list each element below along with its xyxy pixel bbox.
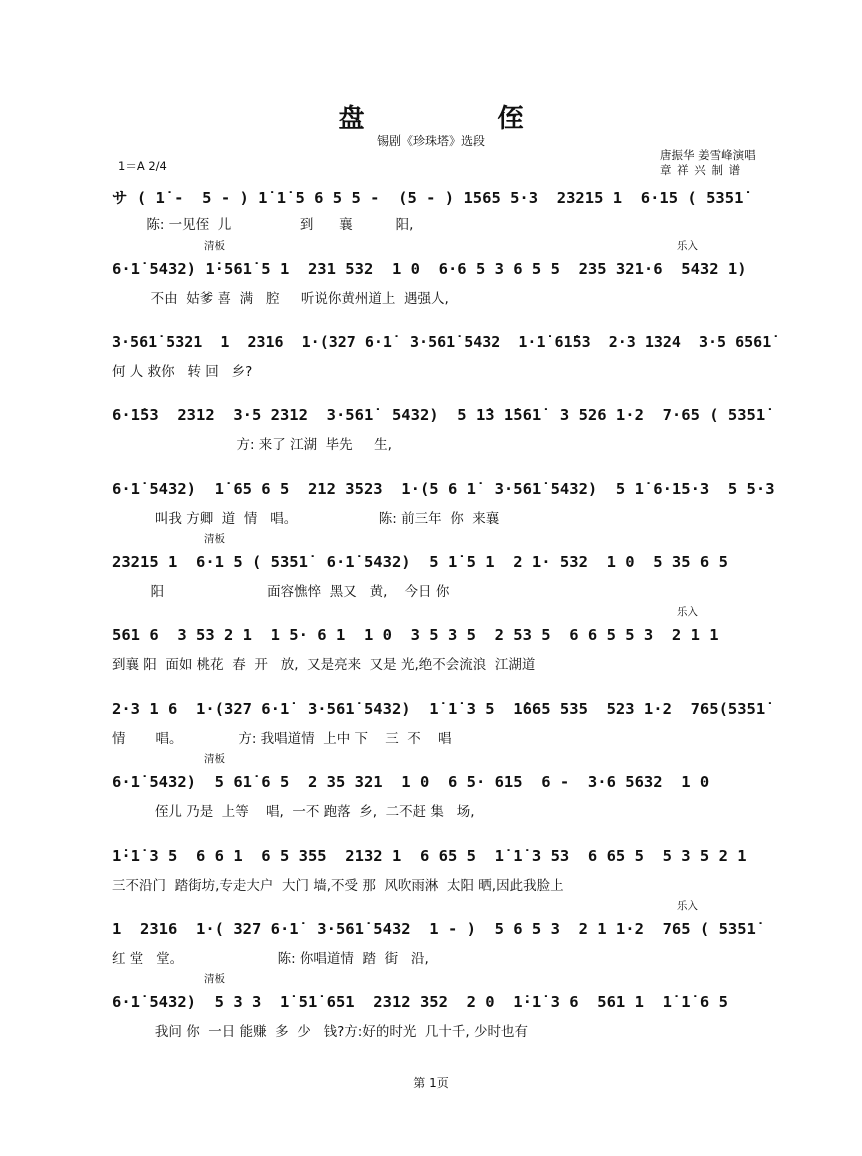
notation-line: 3·561̇ 5321 1 2316 1·(327 6·1̇ 3·561̇ 5432 1·1̇ 61̇53 2·3 1324 3·5 6561̇ bbox=[112, 333, 772, 351]
notation-line: 23215 1 6·1 5 ( 5351̇ 6·1̇ 5432) 5 1̇ 5 1 2 1· 532 1 0 5 35 6 5 bbox=[112, 553, 728, 571]
notation-line: 2·3 1 6 1·(327 6·1̇ 3·561̇ 5432) 1̇ 1̇ 3 5 1̇665 535 523 1·2 765(5351̇ bbox=[112, 700, 766, 718]
title: 盘 侄 bbox=[338, 104, 586, 134]
notation-line: 1 2316 1·( 327 6·1̇ 3·561̇ 5432 1 - ) 5 6 5 3 2 1 1·2 765 ( 5351̇ bbox=[112, 920, 756, 938]
tempo-mark: 乐入 bbox=[677, 240, 698, 252]
lyric-line: 陈: 一见侄 儿 到 襄 阳, bbox=[112, 217, 414, 233]
tempo-mark: 乐入 bbox=[677, 900, 698, 912]
tempo-mark: 清板 bbox=[204, 753, 225, 765]
lyric-line: 三不沿门 踏街坊,专走大户 大门 墙,不受 那 风吹雨淋 太阳 晒,因此我脸上 bbox=[112, 878, 564, 894]
tempo-mark: 乐入 bbox=[677, 606, 698, 618]
tempo-mark: 清板 bbox=[204, 973, 225, 985]
notation-line: 6·1̇ 5432) 5 3 3 1̇ 51̇ 651 2312 352 2 0 1̇·1̇ 3 6 561 1 1̇ 1̇ 6 5 bbox=[112, 993, 728, 1011]
credits bbox=[660, 148, 756, 178]
page-footer: 第 1页 bbox=[413, 1076, 449, 1090]
tempo-mark: 清板 bbox=[204, 533, 225, 545]
notation-line: 6·1̇ 5432) 5 61̇ 6 5 2 35 321 1 0 6 5· 615 6 - 3·6 5632 1 0 bbox=[112, 773, 710, 791]
lyric-line: 不由 姑爹 喜 满 腔 听说你黄州道上 遇强人, bbox=[112, 291, 449, 307]
key-signature: 1＝A 2/4 bbox=[118, 159, 167, 173]
tempo-mark: 清板 bbox=[204, 240, 225, 252]
lyric-line: 情 唱。 方: 我唱道情 上中 下 三 不 唱 bbox=[112, 731, 452, 747]
lyric-line: 叫我 方卿 道 情 唱。 陈: 前三年 你 来襄 bbox=[112, 511, 500, 527]
notation-line: 6·1̇ 5432) 1̇·561̇ 5 1 231 532 1 0 6·6 5 3 6 5 5 235 321·6 5432 1) bbox=[112, 260, 747, 278]
lyric-line: 阳 面容憔悴 黑又 黄, 今日 你 bbox=[112, 584, 450, 600]
singers: 唐振华 姜雪峰演唱 bbox=[660, 148, 756, 162]
arranger: 章 祥 兴 制 谱 bbox=[660, 163, 742, 177]
notation-line: 6·1̇53 2312 3·5 2312 3·561̇ 5432) 5 1̇3 1̇561̇ 3 526 1·2 7·65 ( 5351̇ bbox=[112, 406, 766, 424]
lyric-line: 方: 来了 江湖 毕先 生, bbox=[112, 437, 392, 453]
lyric-line: 红 堂 堂。 陈: 你唱道情 踏 街 沿, bbox=[112, 951, 429, 967]
lyric-line: 我问 你 一日 能赚 多 少 钱?方:好的时光 几十千, 少时也有 bbox=[112, 1024, 528, 1040]
notation-line: 6·1̇ 5432) 1̇ 65 6 5 212 3523 1·(5 6 1̇ 3·561̇ 5432) 5 1̇ 6·15·3 5 5·3 bbox=[112, 480, 775, 498]
notation-line: 1̇·1̇ 3 5 6 6 1 6 5 355 2132 1 6 65 5 1̇ 1̇ 3 53 6 65 5 5 3 5 2 1 bbox=[112, 847, 747, 865]
lyric-line: 侄儿 乃是 上等 唱, 一不 跑落 乡, 二不赶 集 场, bbox=[112, 804, 475, 820]
lyric-line: 何 人 救你 转 回 乡? bbox=[112, 364, 253, 380]
subtitle: 锡剧《珍珠塔》选段 bbox=[376, 134, 485, 148]
notation-line: 561 6 3 53 2 1 1 5· 6 1 1 0 3 5 3 5 2 53 5 6 6 5 5 3 2 1 1 bbox=[112, 626, 719, 644]
lyric-line: 到襄 阳 面如 桃花 春 开 放, 又是亮来 又是 光,绝不会流浪 江湖道 bbox=[112, 657, 536, 673]
notation-line: サ ( 1̇ - 5 - ) 1̇ 1̇ 5 6 5 5 - (5 - ) 1565 5·3 23215 1 6·15 ( 5351̇ bbox=[112, 189, 744, 207]
